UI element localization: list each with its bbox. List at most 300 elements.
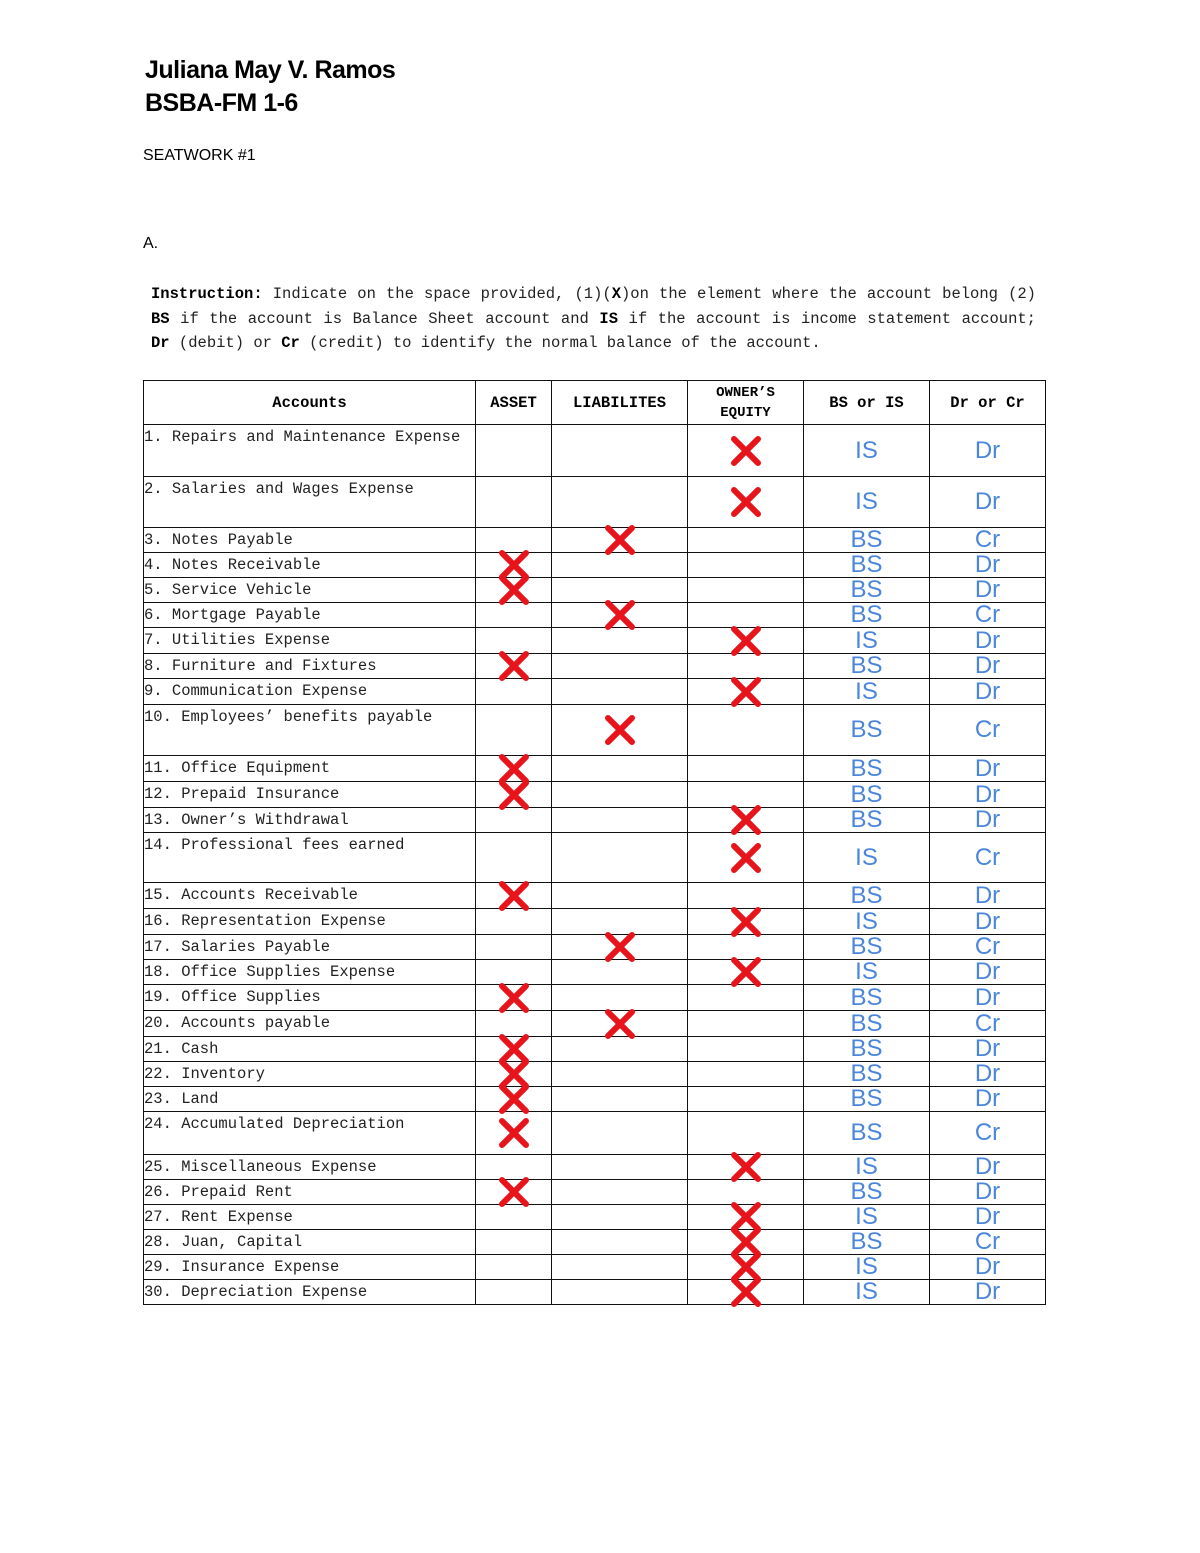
- red-x-mark-icon: [729, 1276, 763, 1308]
- account-name: 28. Juan, Capital: [144, 1230, 476, 1255]
- equity-cell[interactable]: [688, 578, 804, 603]
- red-x-mark-icon: [497, 982, 531, 1014]
- header-liabilities: LIABILITES: [552, 381, 688, 425]
- course-section: BSBA-FM 1-6: [145, 89, 298, 117]
- bs-or-is-cell[interactable]: [804, 985, 930, 1011]
- asset-cell[interactable]: [476, 528, 552, 553]
- account-name: 18. Office Supplies Expense: [144, 960, 476, 985]
- account-name: 1. Repairs and Maintenance Expense: [144, 425, 476, 477]
- red-x-mark-icon: [729, 804, 763, 836]
- bs-or-is-answer: BS: [850, 1009, 883, 1037]
- dr-or-cr-answer: Cr: [974, 601, 1001, 628]
- dr-or-cr-cell[interactable]: [930, 833, 1046, 883]
- instruction-text-6: (credit) to identify the normal balance of the account.: [299, 334, 821, 352]
- bs-or-is-cell[interactable]: [804, 528, 930, 553]
- bs-or-is-answer: BS: [850, 526, 883, 553]
- table-row: [144, 808, 1046, 833]
- account-name: 16. Representation Expense: [144, 909, 476, 935]
- bs-or-is-cell[interactable]: [804, 654, 930, 679]
- header-accounts: Accounts: [144, 381, 476, 425]
- dr-or-cr-cell[interactable]: [930, 628, 1046, 654]
- liability-cell[interactable]: [552, 833, 688, 883]
- liability-cell[interactable]: [552, 808, 688, 833]
- bs-or-is-cell[interactable]: [804, 960, 930, 985]
- equity-cell[interactable]: [688, 1180, 804, 1205]
- table-row: [144, 1205, 1046, 1230]
- instruction-is: IS: [599, 309, 618, 328]
- account-name: 27. Rent Expense: [144, 1205, 476, 1230]
- bs-or-is-cell[interactable]: [804, 1011, 930, 1037]
- dr-or-cr-answer: Dr: [974, 1178, 1001, 1205]
- dr-or-cr-answer: Cr: [974, 716, 1001, 743]
- table-row: [144, 909, 1046, 935]
- asset-cell[interactable]: [476, 985, 552, 1011]
- liability-cell[interactable]: [552, 679, 688, 705]
- bs-or-is-cell[interactable]: [804, 935, 930, 960]
- equity-cell[interactable]: [688, 1205, 804, 1230]
- account-name: 21. Cash: [144, 1037, 476, 1062]
- account-name: 10. Employees’ benefits payable: [144, 705, 476, 756]
- bs-or-is-answer: BS: [850, 780, 883, 808]
- liability-cell[interactable]: [552, 756, 688, 782]
- dr-or-cr-cell[interactable]: [930, 603, 1046, 628]
- liability-cell[interactable]: [552, 553, 688, 578]
- bs-or-is-answer: BS: [850, 1119, 883, 1146]
- bs-or-is-cell[interactable]: [804, 679, 930, 705]
- dr-or-cr-answer: Cr: [974, 1228, 1001, 1255]
- bs-or-is-answer: BS: [850, 1178, 883, 1205]
- red-x-mark-icon: [729, 486, 763, 518]
- asset-cell[interactable]: [476, 578, 552, 603]
- header-bs-or-is: BS or IS: [804, 381, 930, 425]
- accounts-table: [143, 380, 1046, 1305]
- asset-cell[interactable]: [476, 1062, 552, 1087]
- dr-or-cr-answer: Dr: [974, 551, 1001, 578]
- asset-cell[interactable]: [476, 833, 552, 883]
- equity-cell[interactable]: [688, 705, 804, 756]
- asset-cell[interactable]: [476, 1155, 552, 1180]
- liability-cell[interactable]: [552, 1112, 688, 1155]
- account-name: 11. Office Equipment: [144, 756, 476, 782]
- bs-or-is-answer: BS: [850, 1228, 883, 1255]
- liability-cell[interactable]: [552, 1180, 688, 1205]
- table-row: [144, 425, 1046, 477]
- dr-or-cr-answer: Dr: [974, 754, 1001, 782]
- red-x-mark-icon: [729, 435, 763, 467]
- instruction-text-3: if the account is Balance Sheet account and: [169, 309, 600, 328]
- bs-or-is-cell[interactable]: [804, 628, 930, 654]
- red-x-mark-icon: [603, 599, 637, 631]
- red-x-mark-icon: [729, 956, 763, 988]
- dr-or-cr-cell[interactable]: [930, 1255, 1046, 1280]
- account-name: 3. Notes Payable: [144, 528, 476, 553]
- bs-or-is-answer: IS: [855, 843, 878, 871]
- bs-or-is-answer: BS: [850, 601, 883, 628]
- asset-cell[interactable]: [476, 603, 552, 628]
- dr-or-cr-cell[interactable]: [930, 883, 1046, 909]
- equity-cell[interactable]: [688, 654, 804, 679]
- equity-cell[interactable]: [688, 528, 804, 553]
- bs-or-is-answer: BS: [850, 933, 883, 960]
- equity-cell[interactable]: [688, 628, 804, 654]
- dr-or-cr-cell[interactable]: [930, 782, 1046, 808]
- bs-or-is-cell[interactable]: [804, 1230, 930, 1255]
- dr-or-cr-cell[interactable]: [930, 553, 1046, 578]
- instruction-dr: Dr: [151, 334, 170, 352]
- equity-cell[interactable]: [688, 1255, 804, 1280]
- account-name: 6. Mortgage Payable: [144, 603, 476, 628]
- red-x-mark-icon: [497, 574, 531, 606]
- red-x-mark-icon: [729, 1151, 763, 1183]
- dr-or-cr-cell[interactable]: [930, 1112, 1046, 1155]
- bs-or-is-answer: IS: [855, 436, 878, 464]
- equity-cell[interactable]: [688, 985, 804, 1011]
- red-x-mark-icon: [729, 1201, 763, 1233]
- liability-cell[interactable]: [552, 1062, 688, 1087]
- dr-or-cr-cell[interactable]: [930, 1087, 1046, 1112]
- account-name: 14. Professional fees earned: [144, 833, 476, 883]
- account-name: 15. Accounts Receivable: [144, 883, 476, 909]
- bs-or-is-cell[interactable]: [804, 1112, 930, 1155]
- dr-or-cr-answer: Dr: [974, 806, 1001, 833]
- table-row: [144, 1037, 1046, 1062]
- asset-cell[interactable]: [476, 679, 552, 705]
- bs-or-is-cell[interactable]: [804, 1280, 930, 1305]
- equity-cell[interactable]: [688, 425, 804, 477]
- red-x-mark-icon: [497, 1083, 531, 1115]
- account-name: 4. Notes Receivable: [144, 553, 476, 578]
- bs-or-is-cell[interactable]: [804, 425, 930, 477]
- red-x-mark-icon: [497, 1176, 531, 1208]
- asset-cell[interactable]: [476, 1087, 552, 1112]
- section-label: A.: [143, 235, 159, 252]
- asset-cell[interactable]: [476, 705, 552, 756]
- bs-or-is-cell[interactable]: [804, 1180, 930, 1205]
- liability-cell[interactable]: [552, 425, 688, 477]
- liability-cell[interactable]: [552, 782, 688, 808]
- account-name: 30. Depreciation Expense: [144, 1280, 476, 1305]
- liability-cell[interactable]: [552, 909, 688, 935]
- table-row: [144, 833, 1046, 883]
- liability-cell[interactable]: [552, 1011, 688, 1037]
- equity-cell[interactable]: [688, 1011, 804, 1037]
- liability-cell[interactable]: [552, 1205, 688, 1230]
- equity-cell[interactable]: [688, 909, 804, 935]
- dr-or-cr-cell[interactable]: [930, 960, 1046, 985]
- dr-or-cr-answer: Dr: [974, 652, 1001, 679]
- liability-cell[interactable]: [552, 985, 688, 1011]
- bs-or-is-cell[interactable]: [804, 553, 930, 578]
- dr-or-cr-answer: Dr: [974, 881, 1001, 909]
- equity-cell[interactable]: [688, 808, 804, 833]
- liability-cell[interactable]: [552, 935, 688, 960]
- account-name: 20. Accounts payable: [144, 1011, 476, 1037]
- bs-or-is-cell[interactable]: [804, 833, 930, 883]
- table-row: [144, 1155, 1046, 1180]
- dr-or-cr-cell[interactable]: [930, 705, 1046, 756]
- equity-cell[interactable]: [688, 782, 804, 808]
- red-x-mark-icon: [729, 906, 763, 938]
- liability-cell[interactable]: [552, 654, 688, 679]
- liability-cell[interactable]: [552, 960, 688, 985]
- bs-or-is-cell[interactable]: [804, 705, 930, 756]
- bs-or-is-answer: IS: [855, 626, 878, 654]
- table-row: [144, 553, 1046, 578]
- asset-cell[interactable]: [476, 1011, 552, 1037]
- liability-cell[interactable]: [552, 1230, 688, 1255]
- equity-cell[interactable]: [688, 935, 804, 960]
- bs-or-is-answer: IS: [855, 958, 878, 985]
- dr-or-cr-cell[interactable]: [930, 756, 1046, 782]
- table-row: [144, 1062, 1046, 1087]
- dr-or-cr-cell[interactable]: [930, 425, 1046, 477]
- dr-or-cr-cell[interactable]: [930, 1062, 1046, 1087]
- table-row: [144, 782, 1046, 808]
- asset-cell[interactable]: [476, 425, 552, 477]
- asset-cell[interactable]: [476, 654, 552, 679]
- bs-or-is-cell[interactable]: [804, 808, 930, 833]
- bs-or-is-cell[interactable]: [804, 782, 930, 808]
- asset-cell[interactable]: [476, 1280, 552, 1305]
- dr-or-cr-cell[interactable]: [930, 654, 1046, 679]
- dr-or-cr-answer: Dr: [974, 1253, 1001, 1280]
- bs-or-is-answer: IS: [855, 1253, 878, 1280]
- account-name: 29. Insurance Expense: [144, 1255, 476, 1280]
- dr-or-cr-cell[interactable]: [930, 679, 1046, 705]
- bs-or-is-answer: BS: [850, 551, 883, 578]
- dr-or-cr-cell[interactable]: [930, 935, 1046, 960]
- bs-or-is-answer: BS: [850, 754, 883, 782]
- instruction-cr: Cr: [281, 334, 300, 352]
- dr-or-cr-answer: Dr: [974, 677, 1001, 705]
- dr-or-cr-cell[interactable]: [930, 1037, 1046, 1062]
- equity-cell[interactable]: [688, 1087, 804, 1112]
- red-x-mark-icon: [603, 524, 637, 556]
- bs-or-is-answer: BS: [850, 652, 883, 679]
- liability-cell[interactable]: [552, 1255, 688, 1280]
- dr-or-cr-answer: Dr: [974, 1203, 1001, 1230]
- red-x-mark-icon: [497, 650, 531, 682]
- dr-or-cr-cell[interactable]: [930, 1155, 1046, 1180]
- table-row: [144, 1087, 1046, 1112]
- dr-or-cr-cell[interactable]: [930, 528, 1046, 553]
- instruction-bs: BS: [151, 309, 170, 328]
- red-x-mark-icon: [729, 625, 763, 657]
- bs-or-is-cell[interactable]: [804, 1087, 930, 1112]
- asset-cell[interactable]: [476, 756, 552, 782]
- account-name: 7. Utilities Expense: [144, 628, 476, 654]
- bs-or-is-answer: BS: [850, 1035, 883, 1062]
- bs-or-is-cell[interactable]: [804, 1155, 930, 1180]
- red-x-mark-icon: [729, 1251, 763, 1283]
- equity-cell[interactable]: [688, 1280, 804, 1305]
- asset-cell[interactable]: [476, 1255, 552, 1280]
- bs-or-is-cell[interactable]: [804, 1255, 930, 1280]
- table-row: [144, 603, 1046, 628]
- account-name: 23. Land: [144, 1087, 476, 1112]
- account-name: 8. Furniture and Fixtures: [144, 654, 476, 679]
- liability-cell[interactable]: [552, 1155, 688, 1180]
- liability-cell[interactable]: [552, 883, 688, 909]
- dr-or-cr-cell[interactable]: [930, 578, 1046, 603]
- bs-or-is-cell[interactable]: [804, 603, 930, 628]
- asset-cell[interactable]: [476, 935, 552, 960]
- equity-cell[interactable]: [688, 679, 804, 705]
- bs-or-is-cell[interactable]: [804, 578, 930, 603]
- dr-or-cr-answer: Dr: [974, 907, 1001, 935]
- bs-or-is-cell[interactable]: [804, 1037, 930, 1062]
- dr-or-cr-cell[interactable]: [930, 477, 1046, 528]
- equity-cell[interactable]: [688, 1155, 804, 1180]
- dr-or-cr-answer: Dr: [974, 576, 1001, 603]
- dr-or-cr-cell[interactable]: [930, 985, 1046, 1011]
- instruction-x: X: [611, 285, 621, 303]
- red-x-mark-icon: [497, 753, 531, 785]
- table-row: [144, 756, 1046, 782]
- red-x-mark-icon: [497, 779, 531, 811]
- account-name: 26. Prepaid Rent: [144, 1180, 476, 1205]
- asset-cell[interactable]: [476, 909, 552, 935]
- bs-or-is-cell[interactable]: [804, 1205, 930, 1230]
- dr-or-cr-answer: Dr: [974, 1060, 1001, 1087]
- dr-or-cr-answer: Dr: [974, 1153, 1001, 1180]
- liability-cell[interactable]: [552, 578, 688, 603]
- asset-cell[interactable]: [476, 1112, 552, 1155]
- bs-or-is-answer: BS: [850, 881, 883, 909]
- instruction-text-2: )on the element where the account belong (2): [621, 285, 1036, 303]
- bs-or-is-answer: IS: [855, 488, 878, 515]
- table-row: [144, 985, 1046, 1011]
- instruction-text-5: (debit) or: [169, 334, 282, 352]
- account-name: 2. Salaries and Wages Expense: [144, 477, 476, 528]
- table-body: [144, 425, 1046, 1305]
- dr-or-cr-answer: Cr: [974, 526, 1001, 553]
- equity-cell[interactable]: [688, 1112, 804, 1155]
- liability-cell[interactable]: [552, 603, 688, 628]
- liability-cell[interactable]: [552, 705, 688, 756]
- bs-or-is-answer: BS: [850, 1060, 883, 1087]
- liability-cell[interactable]: [552, 1037, 688, 1062]
- table-row: [144, 1280, 1046, 1305]
- bs-or-is-answer: BS: [850, 806, 883, 833]
- table-row: [144, 679, 1046, 705]
- asset-cell[interactable]: [476, 553, 552, 578]
- asset-cell[interactable]: [476, 782, 552, 808]
- dr-or-cr-cell[interactable]: [930, 1011, 1046, 1037]
- dr-or-cr-answer: Dr: [974, 780, 1001, 808]
- equity-cell[interactable]: [688, 756, 804, 782]
- dr-or-cr-cell[interactable]: [930, 1180, 1046, 1205]
- dr-or-cr-answer: Cr: [974, 1009, 1001, 1037]
- dr-or-cr-answer: Cr: [974, 843, 1001, 871]
- student-name: Juliana May V. Ramos: [145, 56, 396, 84]
- account-name: 5. Service Vehicle: [144, 578, 476, 603]
- dr-or-cr-cell[interactable]: [930, 808, 1046, 833]
- table-row: [144, 935, 1046, 960]
- dr-or-cr-answer: Dr: [974, 958, 1001, 985]
- liability-cell[interactable]: [552, 628, 688, 654]
- liability-cell[interactable]: [552, 477, 688, 528]
- dr-or-cr-cell[interactable]: [930, 1280, 1046, 1305]
- table-row: [144, 883, 1046, 909]
- bs-or-is-answer: BS: [850, 716, 883, 743]
- table-row: [144, 1112, 1046, 1155]
- account-name: 19. Office Supplies: [144, 985, 476, 1011]
- red-x-mark-icon: [603, 1008, 637, 1040]
- bs-or-is-cell[interactable]: [804, 477, 930, 528]
- bs-or-is-cell[interactable]: [804, 756, 930, 782]
- table-row: [144, 960, 1046, 985]
- equity-cell[interactable]: [688, 1037, 804, 1062]
- table-row: [144, 628, 1046, 654]
- table-row: [144, 528, 1046, 553]
- equity-cell[interactable]: [688, 883, 804, 909]
- dr-or-cr-cell[interactable]: [930, 1230, 1046, 1255]
- table-row: [144, 578, 1046, 603]
- equity-cell[interactable]: [688, 603, 804, 628]
- equity-cell[interactable]: [688, 477, 804, 528]
- header-asset: ASSET: [476, 381, 552, 425]
- asset-cell[interactable]: [476, 883, 552, 909]
- equity-cell[interactable]: [688, 1062, 804, 1087]
- liability-cell[interactable]: [552, 1087, 688, 1112]
- bs-or-is-cell[interactable]: [804, 909, 930, 935]
- table-header-row: [144, 381, 1046, 425]
- equity-cell[interactable]: [688, 1230, 804, 1255]
- bs-or-is-cell[interactable]: [804, 883, 930, 909]
- bs-or-is-cell[interactable]: [804, 1062, 930, 1087]
- dr-or-cr-cell[interactable]: [930, 909, 1046, 935]
- asset-cell[interactable]: [476, 477, 552, 528]
- dr-or-cr-answer: Dr: [974, 983, 1001, 1011]
- liability-cell[interactable]: [552, 528, 688, 553]
- red-x-mark-icon: [497, 1058, 531, 1090]
- dr-or-cr-answer: Dr: [974, 1085, 1001, 1112]
- red-x-mark-icon: [729, 1226, 763, 1258]
- seatwork-title: SEATWORK #1: [143, 147, 256, 164]
- account-name: 24. Accumulated Depreciation: [144, 1112, 476, 1155]
- asset-cell[interactable]: [476, 1230, 552, 1255]
- bs-or-is-answer: BS: [850, 983, 883, 1011]
- equity-cell[interactable]: [688, 833, 804, 883]
- liability-cell[interactable]: [552, 1280, 688, 1305]
- asset-cell[interactable]: [476, 960, 552, 985]
- table-row: [144, 1180, 1046, 1205]
- bs-or-is-answer: IS: [855, 1278, 878, 1305]
- asset-cell[interactable]: [476, 1180, 552, 1205]
- asset-cell[interactable]: [476, 1037, 552, 1062]
- account-name: 17. Salaries Payable: [144, 935, 476, 960]
- header-owners-equity: OWNER’S EQUITY: [688, 381, 804, 425]
- table-row: [144, 1230, 1046, 1255]
- account-name: 12. Prepaid Insurance: [144, 782, 476, 808]
- dr-or-cr-cell[interactable]: [930, 1205, 1046, 1230]
- header-dr-or-cr: Dr or Cr: [930, 381, 1046, 425]
- instruction-text-1: Indicate on the space provided, (1)(: [262, 285, 612, 303]
- red-x-mark-icon: [497, 1117, 531, 1149]
- account-name: 13. Owner’s Withdrawal: [144, 808, 476, 833]
- red-x-mark-icon: [497, 880, 531, 912]
- equity-cell[interactable]: [688, 553, 804, 578]
- equity-cell[interactable]: [688, 960, 804, 985]
- asset-cell[interactable]: [476, 808, 552, 833]
- asset-cell[interactable]: [476, 628, 552, 654]
- red-x-mark-icon: [729, 842, 763, 874]
- table-row: [144, 705, 1046, 756]
- dr-or-cr-answer: Dr: [974, 1278, 1001, 1305]
- asset-cell[interactable]: [476, 1205, 552, 1230]
- bs-or-is-answer: IS: [855, 1203, 878, 1230]
